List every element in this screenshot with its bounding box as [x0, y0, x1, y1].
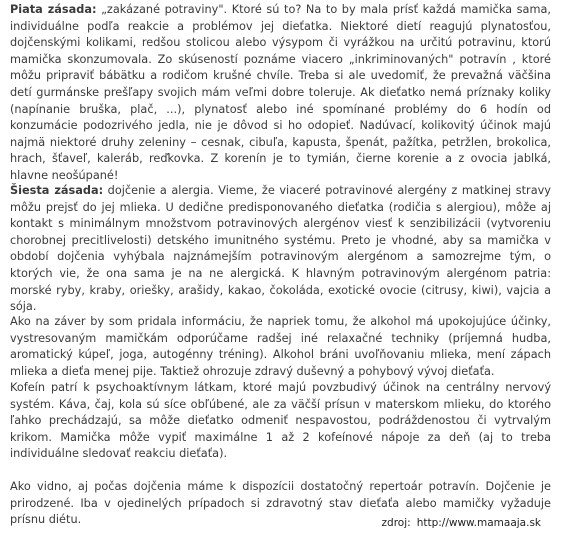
- paragraph-text: dojčenie a alergia. Vieme, že viaceré potravinové alergény z matkinej stravy môžu prejsť do jej mlieka. U dedične predisponovaného dieťatka (rodičia s alergiou), môže aj kontakt s minimálnym množstvom potravinových alergénov viesť k senzibilizácii (vytvoreniu chorobnej precitlivelosti) detského imunitného systému. Preto je vhodné, aby sa mamička v období dojčenia vyhýbala najznámejším potravinovým alergénom a samozrejme tým, o ktorých vie, že ona sama je na ne alergická. K hlavným potravinovým alergénom patria: morské ryby, kraby, oriešky, arašidy, kakao, čokoláda, exotické ovocie (citrusy, kiwi), vajcia a sója.: [10, 184, 551, 314]
- source-credit: [382, 515, 541, 532]
- paragraph-sixth-rule: [10, 183, 551, 316]
- paragraph-fifth-rule: [10, 2, 551, 185]
- paragraph-text: „zakázané potraviny". Ktoré sú to? Na to by mala prísť každá mamička sama, individuálne podľa reakcie a problémov jej dieťatka. Niektoré dietí reagujú plynatosťou, dojčenskými kolikami, redšou stolicou alebo výsypom či vyrážkou na určitú potravinu, ktorú mamička skonzumovala. Zo skúseností poznáme viacero „inkriminovaných" potravín , ktoré môžu pripraviť bábätku a rodičom krušné chvíle. Treba si ale uvedomiť, že prevažná väčšina detí gurmánske prešľapy svojich mám veľmi dobre toleruje. Ak dieťatko nemá príznaky koliky (napínanie bruška, plač, ...), plynatosť alebo iné spomínané problémy do 6 hodín od konzumácie podozrivého jedla, nie je dôvod si ho odopieť. Nadúvací, kolikovitý účinok majú najmä niektoré druhy zeleniny – cesnak, cibuľa, kapusta, špenát, pažítka, petržlen, brokolica, hrach, šťaveľ, kaleráb, reďkovka. Z korenín je to tymián, čierne korenie a z ovocia jablká, hlavne neošúpané!: [10, 3, 551, 182]
- source-url: http://www.mamaaja.sk: [416, 517, 541, 529]
- paragraph-text: Ako na záver by som pridala informáciu, že napriek tomu, že alkohol má upokojujúce účinky, vystresovaným mamičkám odporúčame radšej iné relaxačné techniky (príjemná hudba, aromatický kúpeľ, joga, autogénny tréning). Alkohol bráni uvoľňovaniu mlieka, mení zápach mlieka a dieťa menej pije. Taktiež ohrozuje zdravý duševný a pohybový vývoj dieťaťa.: [10, 315, 551, 378]
- paragraph-text: Ako vidno, aj počas dojčenia máme k dispozícii dostatočný repertoár potravín. Dojčenie je prirodzené. Iba v ojedinelých prípadoch si zdravotný stav dieťaťa alebo mamičky vyžaduje prísnu diétu.: [10, 480, 551, 527]
- paragraph-caffeine: [10, 380, 551, 463]
- paragraph-text: Kofeín patrí k psychoaktívnym látkam, ktoré majú povzbudivý účinok na centrálny nervový systém. Káva, čaj, kola sú síce obľúbené, ale za väčší prísun v materskom mlieku, do ktorého ľahko prechádzajú, sa môže dieťatko odmeniť nespavostou, podráždenostou či vytrvalým krikom. Mamička môže vypiť maximálne 1 až 2 kofeínové nápoje za deň (aj to treba individuálne sledovať reakciu dieťaťa).: [10, 381, 551, 461]
- paragraph-lead: Šiesta zásada:: [10, 184, 104, 197]
- paragraph-alcohol: [10, 314, 551, 380]
- paragraph-lead: Piata zásada:: [10, 3, 97, 16]
- source-label: zdroj:: [381, 517, 411, 529]
